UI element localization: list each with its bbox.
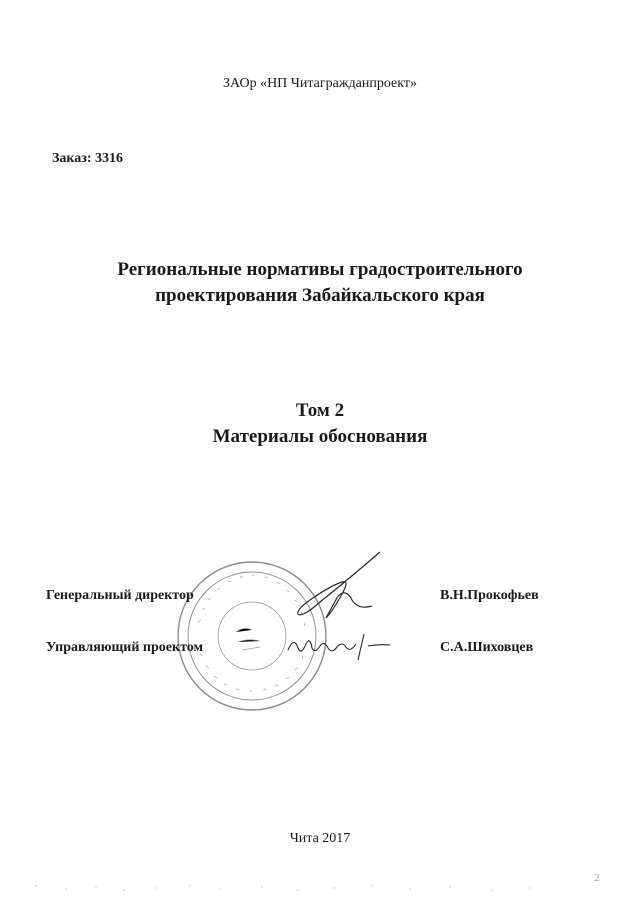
city-year: Чита 2017	[289, 831, 351, 846]
manager-name: С.А.Шиховцев	[440, 640, 534, 655]
order-number: Заказ: 3316	[52, 151, 124, 166]
document-title	[0, 257, 640, 309]
volume-heading	[0, 398, 640, 450]
volume-number: Том 2	[295, 400, 345, 421]
title-line-2: проектирования Забайкальского края	[155, 285, 485, 306]
title-line-1: Региональные нормативы градостроительного	[117, 259, 523, 280]
manager-role: Управляющий проектом	[46, 640, 204, 655]
scan-noise	[0, 880, 640, 900]
director-role: Генеральный директор	[46, 588, 194, 603]
page-number: 2	[594, 872, 600, 884]
organization-name: ЗАОр «НП Читагражданпроект»	[223, 76, 417, 91]
manager-signature-icon	[280, 622, 400, 666]
director-name: В.Н.Прокофьев	[440, 588, 539, 603]
volume-name: Материалы обоснования	[212, 426, 428, 447]
